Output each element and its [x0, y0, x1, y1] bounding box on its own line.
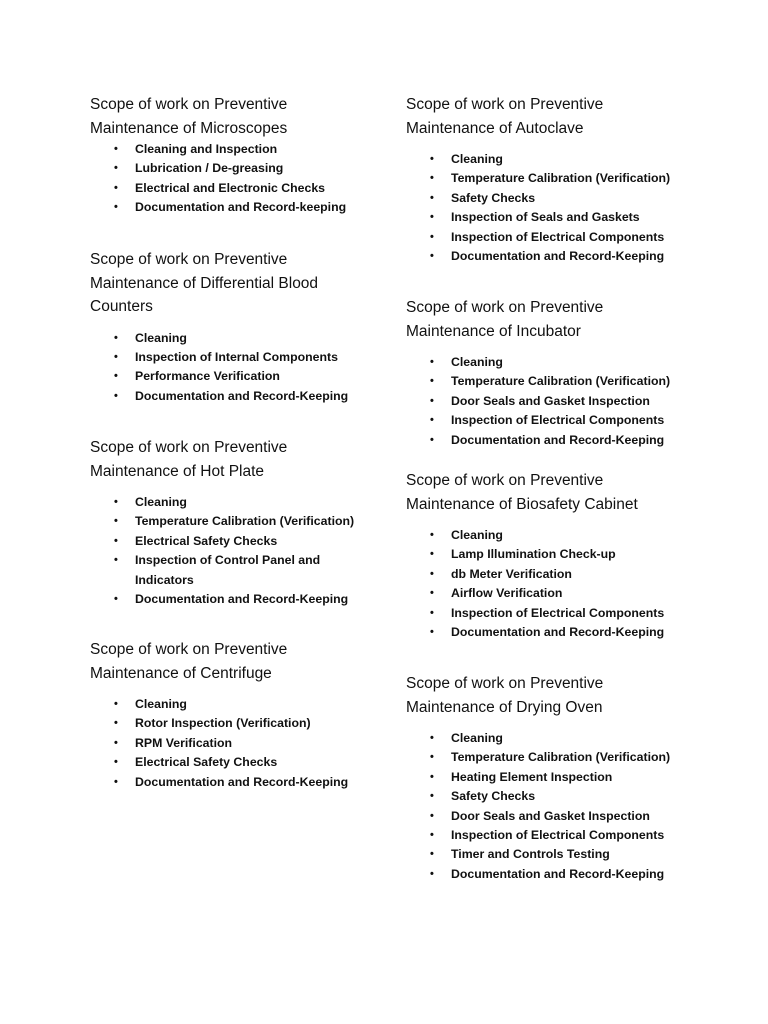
list-item: • Documentation and Record-Keeping — [90, 387, 390, 406]
section-title — [90, 638, 390, 685]
section-title — [406, 672, 726, 719]
section-differential-blood-counters — [90, 248, 390, 406]
bullet-icon: • — [114, 370, 118, 383]
item-list — [406, 150, 726, 266]
list-item: • Airflow Verification — [406, 584, 726, 603]
item-list — [406, 526, 726, 642]
list-item: • Lamp Illumination Check-up — [406, 545, 726, 564]
list-item: • Electrical and Electronic Checks — [90, 179, 390, 198]
section-title — [90, 93, 390, 140]
list-item: • Inspection of Electrical Components — [406, 228, 726, 247]
list-item: • Inspection of Internal Components — [90, 348, 390, 367]
list-item: • Documentation and Record-Keeping — [406, 247, 726, 266]
bullet-icon: • — [430, 567, 434, 580]
item-list — [90, 695, 390, 792]
title-line: Scope of work on Preventive — [90, 641, 288, 658]
section-hot-plate — [90, 436, 390, 609]
list-item: • Documentation and Record-Keeping — [406, 865, 726, 884]
title-line: Scope of work on Preventive — [90, 96, 288, 113]
item-list — [90, 329, 390, 407]
item-list — [406, 353, 726, 450]
bullet-icon: • — [430, 414, 434, 427]
bullet-icon: • — [430, 153, 434, 165]
list-item: • Documentation and Record-keeping — [90, 198, 390, 217]
list-item: • db Meter Verification — [406, 565, 726, 584]
title-line: Scope of work on Preventive — [406, 96, 604, 113]
title-line: Scope of work on Preventive — [90, 251, 288, 268]
list-item: • Documentation and Record-Keeping — [90, 773, 390, 792]
bullet-icon: • — [430, 356, 434, 368]
list-item: • Inspection of Control Panel and Indicators — [114, 553, 321, 587]
bullet-icon: • — [114, 181, 118, 194]
section-title — [406, 93, 726, 140]
list-item: • Documentation and Record-Keeping — [406, 623, 726, 642]
bullet-icon: • — [114, 515, 118, 528]
title-line: Counters — [90, 298, 153, 315]
bullet-icon: • — [114, 756, 118, 769]
bullet-icon: • — [430, 829, 434, 842]
bullet-icon: • — [430, 848, 434, 861]
bullet-icon: • — [114, 534, 118, 547]
bullet-icon: • — [114, 593, 118, 606]
list-item: • Rotor Inspection (Verification) — [90, 714, 390, 733]
list-item: • Inspection of Electrical Components — [406, 411, 726, 430]
bullet-icon: • — [114, 201, 118, 214]
list-item: • Cleaning — [90, 493, 390, 512]
title-line: Maintenance of Hot Plate — [90, 462, 265, 480]
section-incubator — [406, 296, 726, 450]
bullet-icon: • — [430, 867, 434, 880]
list-item: • Cleaning — [406, 526, 726, 545]
bullet-icon: • — [430, 375, 434, 388]
list-item: • Cleaning — [90, 695, 390, 714]
bullet-icon: • — [430, 548, 434, 561]
list-item: • Inspection of Electrical Components — [406, 604, 726, 623]
list-item: • Heating Element Inspection — [406, 768, 726, 787]
bullet-icon: • — [430, 790, 434, 803]
title-line: Scope of work on Preventive — [90, 439, 288, 456]
title-line: Scope of work on Preventive — [406, 472, 604, 489]
list-item: • Cleaning — [406, 729, 726, 748]
title-line: Maintenance of Centrifuge — [90, 664, 272, 682]
item-list — [406, 729, 726, 884]
list-item: • Timer and Controls Testing — [406, 845, 726, 864]
section-microscopes — [90, 93, 390, 218]
title-line: Maintenance of Incubator — [406, 322, 581, 340]
list-item: • Cleaning — [406, 353, 726, 372]
item-list — [90, 140, 390, 218]
list-item: • Cleaning — [406, 150, 726, 169]
list-item: • Electrical Safety Checks — [90, 532, 390, 551]
bullet-icon: • — [430, 770, 434, 783]
bullet-icon: • — [114, 143, 118, 155]
list-item: • Inspection of Seals and Gaskets — [406, 208, 726, 227]
bullet-icon: • — [430, 211, 434, 224]
bullet-icon: • — [430, 626, 434, 639]
bullet-icon: • — [114, 331, 118, 344]
section-title — [406, 296, 726, 343]
list-item: • Safety Checks — [406, 189, 726, 208]
bullet-icon: • — [114, 350, 118, 363]
section-title — [406, 469, 726, 516]
bullet-icon: • — [114, 162, 118, 175]
title-line: Maintenance of Differential Blood — [90, 274, 319, 292]
section-drying-oven — [406, 672, 726, 884]
bullet-icon: • — [430, 433, 434, 446]
list-item: • Cleaning — [90, 329, 390, 348]
list-item: • Door Seals and Gasket Inspection — [406, 807, 726, 826]
list-item: • Temperature Calibration (Verification) — [406, 372, 726, 391]
title-line: Maintenance of Biosafety Cabinet — [406, 495, 638, 513]
list-item: • Documentation and Record-Keeping — [406, 431, 726, 450]
bullet-icon: • — [430, 172, 434, 185]
section-centrifuge — [90, 638, 390, 792]
item-list — [90, 493, 390, 609]
list-item: • RPM Verification — [90, 734, 390, 753]
list-item-wrap: Indicators — [135, 572, 194, 587]
list-item: • Door Seals and Gasket Inspection — [406, 392, 726, 411]
list-item: • Temperature Calibration (Verification) — [406, 748, 726, 767]
title-line: Maintenance of Microscopes — [90, 119, 288, 137]
bullet-icon: • — [114, 775, 118, 788]
bullet-icon: • — [430, 394, 434, 407]
list-item: • Lubrication / De-greasing — [90, 159, 390, 178]
list-item: • Performance Verification — [90, 367, 390, 386]
bullet-icon: • — [114, 736, 118, 749]
bullet-icon: • — [430, 732, 434, 744]
bullet-icon: • — [430, 809, 434, 822]
bullet-icon: • — [430, 191, 434, 204]
bullet-icon: • — [430, 606, 434, 619]
bullet-icon: • — [114, 698, 118, 710]
title-line: Scope of work on Preventive — [406, 299, 604, 316]
bullet-icon: • — [114, 389, 118, 402]
list-item: • Cleaning and Inspection — [90, 140, 390, 159]
title-line: Maintenance of Drying Oven — [406, 698, 603, 716]
section-title — [90, 436, 390, 483]
bullet-icon: • — [430, 230, 434, 243]
list-item: • Temperature Calibration (Verification) — [406, 169, 726, 188]
list-item: • Temperature Calibration (Verification) — [90, 512, 390, 531]
bullet-icon: • — [114, 717, 118, 730]
title-line: Scope of work on Preventive — [406, 675, 604, 692]
bullet-icon: • — [430, 751, 434, 764]
section-title — [90, 248, 390, 319]
list-item: • Documentation and Record-Keeping — [90, 590, 390, 609]
bullet-icon: • — [430, 529, 434, 541]
list-item: • Inspection of Electrical Components — [406, 826, 726, 845]
bullet-icon: • — [114, 554, 118, 567]
bullet-icon: • — [430, 250, 434, 263]
section-biosafety-cabinet — [406, 469, 726, 642]
list-item: • Safety Checks — [406, 787, 726, 806]
bullet-icon: • — [114, 496, 118, 508]
bullet-icon: • — [430, 587, 434, 600]
list-item: • Electrical Safety Checks — [90, 753, 390, 772]
section-autoclave — [406, 93, 726, 266]
title-line: Maintenance of Autoclave — [406, 119, 584, 137]
